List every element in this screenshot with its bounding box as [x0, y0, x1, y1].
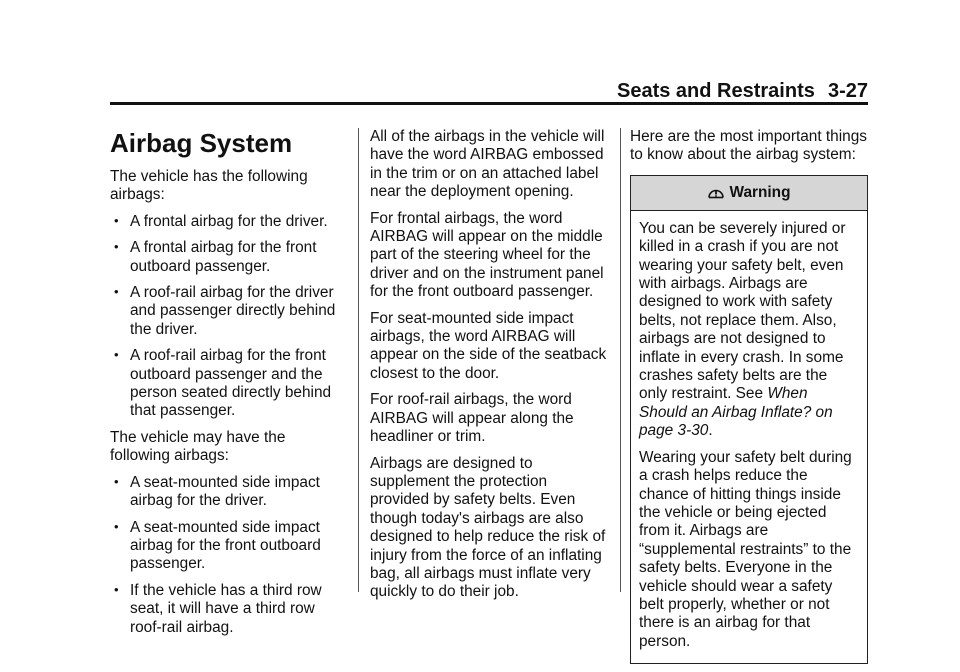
- list-item-text: A frontal airbag for the driver.: [130, 212, 328, 230]
- bullet-icon: •: [114, 473, 119, 489]
- section-title: Seats and Restraints: [617, 80, 815, 102]
- page-header: [617, 80, 868, 103]
- list-item: [110, 474, 342, 511]
- bullet-icon: •: [114, 284, 119, 300]
- bullet-icon: •: [114, 212, 119, 228]
- intro-paragraph: Here are the most important things to know about the airbag system:: [630, 128, 867, 164]
- bullet-icon: •: [114, 239, 119, 255]
- list-item-text: If the vehicle has a third row seat, it will have a third row roof-rail airbag.: [130, 581, 322, 636]
- list-item-text: A roof-rail airbag for the front outboard passenger and the person seated directly behind that passenger.: [130, 347, 332, 420]
- list-item: [110, 213, 342, 231]
- list-item-text: A frontal airbag for the front outboard passenger.: [130, 239, 317, 275]
- list-item: [110, 519, 342, 574]
- intro-paragraph: The vehicle has the following airbags:: [110, 168, 308, 204]
- body-paragraph: All of the airbags in the vehicle will have the word AIRBAG embossed in the trim or on an attached label near the deployment opening.: [370, 128, 605, 201]
- intro-paragraph: The vehicle may have the following airbags:: [110, 428, 286, 465]
- warning-header: [631, 176, 867, 211]
- warning-body: [631, 211, 867, 663]
- bullet-icon: •: [114, 518, 119, 534]
- list-item-text: A roof-rail airbag for the driver and passenger directly behind the driver.: [130, 284, 336, 338]
- body-paragraph: For roof-rail airbags, the word AIRBAG will appear along the headliner or trim.: [370, 391, 574, 446]
- cross-reference: When Should an Airbag Inflate? on page 3-30: [639, 385, 833, 440]
- warning-text: You can be severely injured or killed in a crash if you are not wearing your safety belt, even with airbags. Airbags are designed to work with safety belts, not replace them. Also, airbags are not designed to inflate in every crash. In some crashes safety belts are the only restraint. See: [639, 219, 846, 403]
- warning-box: [630, 175, 868, 664]
- warning-icon: [708, 185, 724, 201]
- list-item: [110, 239, 342, 276]
- page-number: 3-27: [827, 80, 868, 102]
- warning-paragraph: Wearing your safety belt during a crash helps reduce the chance of hitting things inside the vehicle or being ejected from it. Airbags are “supplemental restraints” to the safety belts. Everyone in the vehicle should wear a safety belt properly, whether or not there is an airbag for that person.: [639, 448, 852, 650]
- body-paragraph: For seat-mounted side impact airbags, the word AIRBAG will appear on the side of the seatback closest to the door.: [370, 309, 607, 382]
- optional-airbag-list: [110, 474, 342, 637]
- bullet-icon: •: [114, 581, 119, 597]
- column-divider: [620, 128, 621, 592]
- column-left: [110, 128, 342, 645]
- body-paragraph: Airbags are designed to supplement the protection provided by safety belts. Even though today's airbags are also designed to help reduce the risk of injury from the force of an inflating bag, all airbags must inflate very quickly to do their job.: [370, 454, 606, 601]
- warning-paragraph: [639, 220, 859, 441]
- airbag-list: [110, 213, 342, 421]
- warning-text-end: .: [708, 422, 713, 440]
- column-middle: [370, 128, 608, 610]
- list-item: [110, 347, 342, 421]
- list-item: [110, 284, 342, 339]
- list-item-text: A seat-mounted side impact airbag for the driver.: [130, 473, 320, 510]
- bullet-icon: •: [114, 347, 119, 363]
- list-item: [110, 582, 342, 637]
- header-rule: [110, 102, 868, 105]
- list-item-text: A seat-mounted side impact airbag for the front outboard passenger.: [130, 518, 321, 573]
- column-divider: [358, 128, 359, 592]
- warning-title: Warning: [729, 183, 791, 201]
- section-heading: Airbag System: [110, 128, 293, 158]
- body-paragraph: For frontal airbags, the word AIRBAG will appear on the middle part of the steering wheel for the driver and on the instrument panel for the front outboard passenger.: [370, 209, 604, 301]
- column-right: [630, 128, 870, 664]
